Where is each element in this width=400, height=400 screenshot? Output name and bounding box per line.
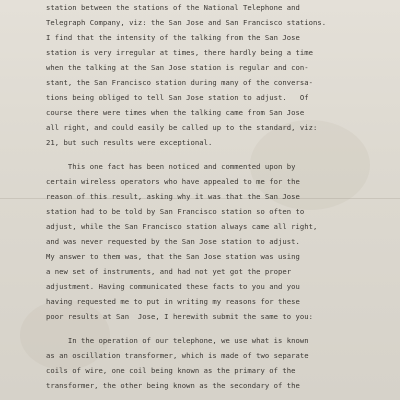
text-line: adjust, while the San Francisco station always came all right, xyxy=(46,222,318,231)
text-line: certain wireless operators who have appealed to me for the xyxy=(46,177,300,186)
paragraph-gap xyxy=(46,324,396,333)
text-line: adjustment. Having communicated these facts to you and you xyxy=(46,282,300,291)
paragraph xyxy=(46,333,396,393)
text-line: station between the stations of the National Telephone and xyxy=(46,3,300,12)
text-line: 21, but such results were exceptional. xyxy=(46,138,213,147)
text-line: having requested me to put in writing my reasons for these xyxy=(46,297,300,306)
text-line: when the talking at the San Jose station is regular and con- xyxy=(46,63,309,72)
text-line: as an oscillation transformer, which is made of two separate xyxy=(46,351,309,360)
text-line: tions being obliged to tell San Jose station to adjust. Of xyxy=(46,93,309,102)
text-line: coils of wire, one coil being known as the primary of the xyxy=(46,366,296,375)
text-line: and was never requested by the San Jose station to adjust. xyxy=(46,237,300,246)
document-body xyxy=(46,0,396,393)
text-line: transformer, the other being known as the secondary of the xyxy=(46,381,300,390)
text-line: stant, the San Francisco station during many of the conversa- xyxy=(46,78,314,87)
text-line: I find that the intensity of the talking from the San Jose xyxy=(46,33,300,42)
text-line: station had to be told by San Francisco station so often to xyxy=(46,207,305,216)
paragraph xyxy=(46,0,396,150)
text-line: My answer to them was, that the San Jose station was using xyxy=(46,252,300,261)
text-line: In the operation of our telephone, we use what is known xyxy=(46,336,309,345)
paragraph xyxy=(46,159,396,324)
text-line: Telegraph Company, viz: the San Jose and San Francisco stations. xyxy=(46,18,327,27)
text-line: all right, and could easily be called up to the standard, viz: xyxy=(46,123,318,132)
text-line: This one fact has been noticed and commented upon by xyxy=(46,162,296,171)
text-line: poor results at San Jose, I herewith submit the same to you: xyxy=(46,312,314,321)
text-line: a new set of instruments, and had not yet got the proper xyxy=(46,267,292,276)
text-line: course there were times when the talking came from San Jose xyxy=(46,108,305,117)
text-line: station is very irregular at times, there hardly being a time xyxy=(46,48,314,57)
paragraph-gap xyxy=(46,150,396,159)
text-line: reason of this result, asking why it was that the San Jose xyxy=(46,192,300,201)
